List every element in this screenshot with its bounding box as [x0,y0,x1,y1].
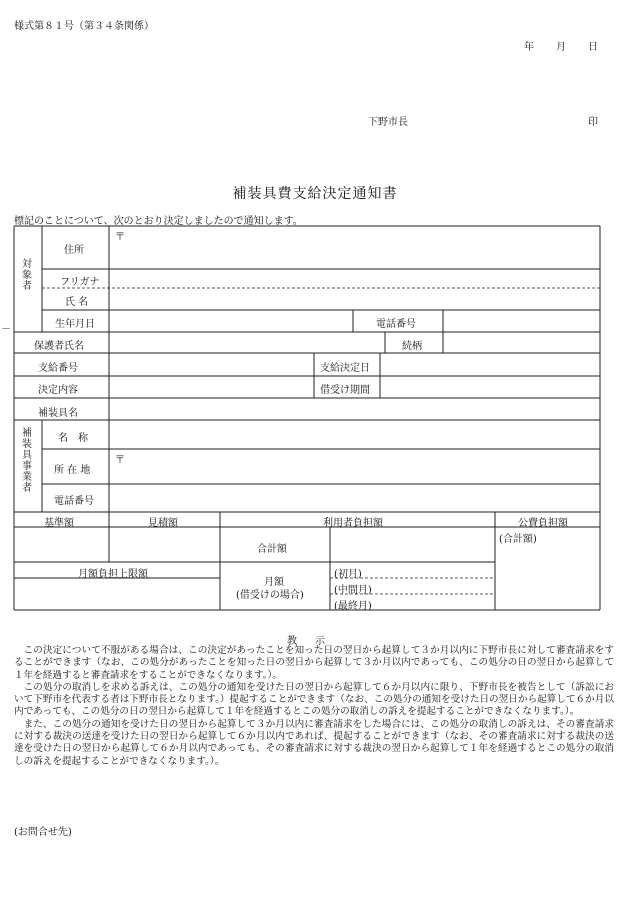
vendor-name-label: 名 称 [58,433,88,444]
address-postal-mark: 〒 [115,232,125,243]
notice-body [14,645,614,768]
guardian-name-label: 保護者氏名 [34,341,84,352]
side-margin-mark: － [1,324,11,335]
date-month-label: 月 [556,42,566,53]
target-phone-label: 電話番号 [376,319,416,330]
inquiry-label: (お問合せ先) [14,827,72,838]
lease-period-label: 借受け期間 [320,385,370,396]
monthly-cap-label: 月額負担上限額 [78,569,148,580]
seal-mark: 印 [588,117,598,128]
date-line [524,38,598,53]
mayor-name: 下野市長 [368,117,408,128]
monthly-lease-note: (借受けの場合) [236,590,304,601]
decision-content-label: 決定内容 [38,385,78,396]
furigana-label: フリガナ [60,277,100,288]
document-title: 補装具費支給決定通知書 [232,186,398,202]
vendor-phone-label: 電話番号 [54,496,94,507]
address-label: 住所 [64,245,84,256]
base-amount-label: 基準額 [44,518,74,529]
vendor-location-label: 所 在 地 [54,465,91,476]
user-burden-label: 利用者負担額 [323,518,383,529]
target-group-label: 対象者 [22,259,32,292]
vendor-postal-mark: 〒 [115,455,125,466]
notice-heading: 教示 [287,636,343,647]
intro-text: 標記のことについて、次のとおり決定しましたので通知します。 [14,216,303,227]
notice-paragraph: この処分の取消しを求める訴えは、この処分の通知を受けた日の翌日から起算して６か月以内に限り、下野市長を被告として（訴訟において下野市を代表する者は下野市長となります。）提起することができます（なお、この処分の通知を受けた日の翌日から起算して６か月以内であっても、この処分の日の翌日から起算して１年を経過するとこの処分の取消しの訴えを提起することができなくなります。）。 [14,681,614,718]
birthdate-label: 生年月日 [55,319,95,330]
device-name-label: 補装具名 [38,408,78,419]
monthly-amount-label: 月額 [264,577,284,588]
notice-paragraph: この決定について不服がある場合は、この決定があったことを知った日の翌日から起算して３か月以内に下野市長に対して審査請求をすることができます（なお、この処分があったことを知った日の翌日から起算して３か月以内であっても、この処分の日の翌日から起算して１年を経過すると審査請求をすることができなくなります。）。 [14,645,614,681]
date-year-label: 年 [524,42,534,53]
name-label: 氏 名 [65,297,89,308]
notice-paragraph: また、この処分の通知を受けた日の翌日から起算して３か月以内に審査請求をした場合には、この処分の取消しの訴えは、その審査請求に対する裁決の送達を受けた日の翌日から起算して６か月以内であれば、提起することができます（なお、その審査請求に対する裁決の送達を受けた日の翌日から起算して６か月以内であっても、その審査請求に対する裁決の翌日から起算して１年を経過するとこの処分の取消しの訴えを提起することができなくなります。）。 [14,718,614,767]
total-amount-label: 合計額 [257,544,287,555]
decision-date-label: 支給決定日 [320,363,370,374]
last-month-label: (最終月) [334,601,372,612]
middle-month-label: (中間月) [334,585,372,596]
date-day-label: 日 [588,42,598,53]
relation-label: 続柄 [402,341,422,352]
first-month-label: (初月) [334,569,362,580]
vendor-group-label: 補装具事業者 [22,428,32,494]
form-number: 様式第８１号（第３４条関係） [14,21,154,32]
estimate-amount-label: 見積額 [148,518,178,529]
public-total-note: (合計額) [499,534,537,545]
payment-number-label: 支給番号 [38,363,78,374]
public-burden-label: 公費負担額 [518,518,568,529]
